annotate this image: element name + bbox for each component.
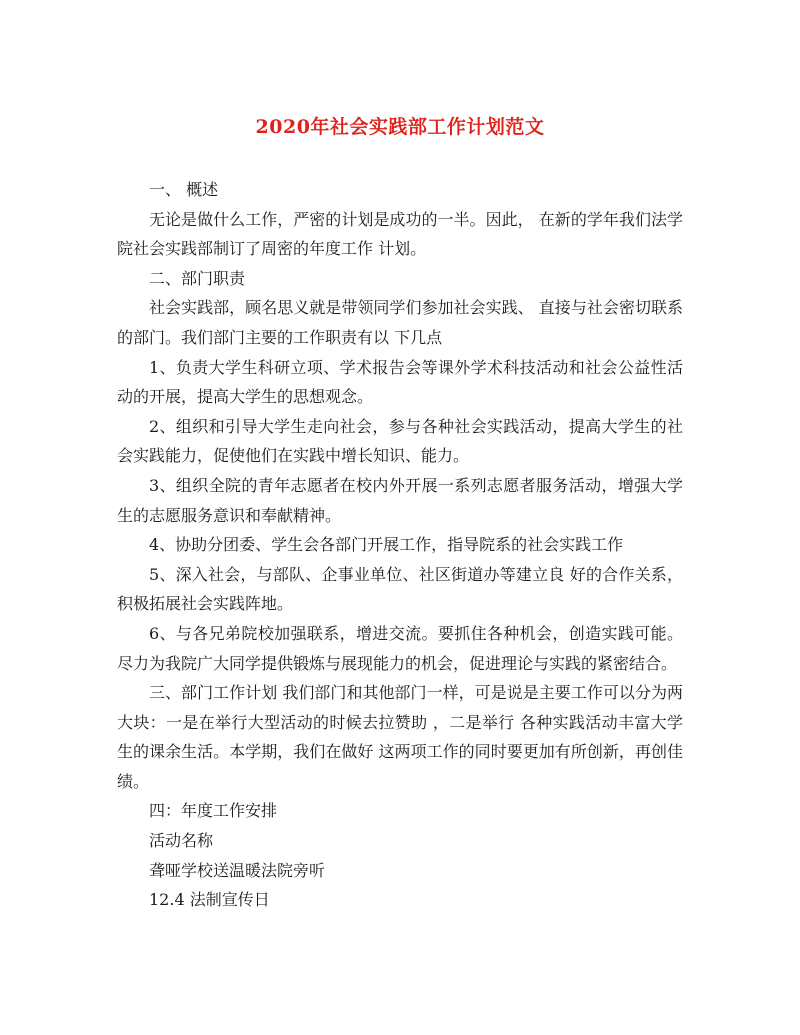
paragraph-overview: 无论是做什么工作，严密的计划是成功的一半。因此， 在新的学年我们法学院社会实践部制订了周密的年度工作 计划。 [117, 209, 683, 259]
duty-item-2: 2、组织和引导大学生走向社会，参与各种社会实践活动，提高大学生的社会实践能力，促使他们在实践中增长知识、能力。 [117, 416, 683, 466]
document-title: 2020年社会实践部工作计划范文 [255, 116, 545, 138]
duty-item-1: 1、负责大学生科研立项、学术报告会等课外学术科技活动和社会公益性活动的开展，提高大学生的思想观念。 [117, 357, 683, 407]
paragraph-work-plan: 三、部门工作计划 我们部门和其他部门一样，可是说是主要工作可以分为两大块：一是在举行大型活动的时候去拉赞助 ，二是举行 各种实践活动丰富大学生的课余生活。本学期，我们在做好 这两项工作的同时要更加有所创新，再创佳绩。 [117, 683, 683, 791]
duty-item-4: 4、协助分团委、学生会各部门开展工作，指导院系的社会实践工作 [149, 535, 624, 555]
activity-item-date: 12.4 法制宣传日 [149, 890, 270, 910]
section-heading-annual-schedule: 四：年度工作安排 [149, 801, 278, 821]
section-heading-overview: 一、 概述 [149, 180, 219, 199]
duty-item-5: 5、深入社会，与部队、企事业单位、社区街道办等建立良 好的合作关系，积极拓展社会实践阵地。 [117, 564, 683, 614]
paragraph-duties-intro: 社会实践部，顾名思义就是带领同学们参加社会实践、 直接与社会密切联系的部门。我们部门主要的工作职责有以 下几点 [117, 298, 683, 347]
document-body [117, 175, 683, 915]
section-heading-duties: 二、部门职责 [149, 268, 246, 288]
duty-item-6: 6、与各兄弟院校加强联系，增进交流。要抓住各种机会，创造实践可能。尽力为我院广大同学提供锻炼与展现能力的机会，促进理论与实践的紧密结合。 [117, 623, 683, 673]
activity-item: 聋哑学校送温暖法院旁听 [149, 860, 326, 880]
duty-item-3: 3、组织全院的青年志愿者在校内外开展一系列志愿者服务活动，增强大学生的志愿服务意识和奉献精神。 [117, 475, 683, 525]
activity-name-label: 活动名称 [149, 831, 214, 851]
